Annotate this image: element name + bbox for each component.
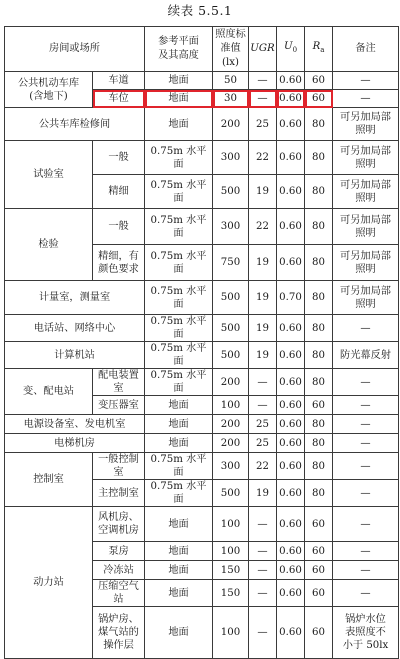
cell-note: 锅炉水位 表照度不 小于 50lx: [333, 607, 399, 659]
cell-u0: 0.60: [277, 396, 305, 415]
cell-ugr: —: [249, 396, 277, 415]
cell-u0: 0.60: [277, 141, 305, 175]
cell-note: —: [333, 415, 399, 434]
cell-u0: 0.60: [277, 209, 305, 245]
cell-lux: 100: [213, 542, 249, 561]
header-ugr: UGR: [249, 27, 277, 72]
cell-note: 可另加局部 照明: [333, 209, 399, 245]
cell-u0: 0.60: [277, 434, 305, 453]
cell-ugr: —: [249, 507, 277, 542]
cell-note: —: [333, 507, 399, 542]
cell-place: 冷冻站: [93, 561, 145, 580]
cell-u0: 0.60: [277, 480, 305, 507]
cell-plane: 0.75m 水平面: [145, 281, 213, 315]
cell-plane: 地面: [145, 108, 213, 141]
table-row: [5, 108, 399, 141]
cell-place: 车道: [93, 72, 145, 90]
group-lab: 试验室: [5, 141, 93, 209]
cell-place: 风机房、 空调机房: [93, 507, 145, 542]
cell-ra: 60: [305, 396, 333, 415]
cell-lux: 200: [213, 369, 249, 396]
cell-u0: 0.60: [277, 315, 305, 342]
cell-lux: 300: [213, 141, 249, 175]
cell-ra: 80: [305, 342, 333, 369]
cell-plane: 地面: [145, 561, 213, 580]
cell-u0: 0.60: [277, 175, 305, 209]
cell-ra: 60: [305, 607, 333, 659]
cell-ra: 80: [305, 434, 333, 453]
cell-plane: 地面: [145, 72, 213, 90]
cell-note: —: [333, 396, 399, 415]
cell-ra: 60: [305, 507, 333, 542]
cell-u0: 0.60: [277, 369, 305, 396]
cell-place: 精细，有 颜色要求: [93, 245, 145, 281]
cell-lux: 500: [213, 281, 249, 315]
cell-note: 可另加局部 照明: [333, 281, 399, 315]
cell-note: 可另加局部 照明: [333, 141, 399, 175]
cell-ra: 80: [305, 453, 333, 480]
cell-note: 可另加局部 照明: [333, 108, 399, 141]
cell-ugr: 25: [249, 434, 277, 453]
cell-plane: 地面: [145, 396, 213, 415]
cell-ra: 80: [305, 281, 333, 315]
header-illuminance: 照度标 准值 (lx): [213, 27, 249, 72]
table-row: [5, 415, 399, 434]
cell-place: 电源设备室、发电机室: [5, 415, 145, 434]
cell-ugr: 19: [249, 480, 277, 507]
cell-u0: 0.60: [277, 561, 305, 580]
cell-note: —: [333, 542, 399, 561]
cell-plane: 地面: [145, 90, 213, 108]
cell-u0: 0.60: [277, 607, 305, 659]
cell-lux: 500: [213, 480, 249, 507]
table-row: [5, 209, 399, 245]
cell-ugr: 22: [249, 141, 277, 175]
cell-u0: 0.60: [277, 580, 305, 607]
cell-ugr: 25: [249, 415, 277, 434]
header-u0: $U_0$: [277, 27, 305, 72]
cell-ra: 80: [305, 369, 333, 396]
cell-u0: 0.60: [277, 342, 305, 369]
table-row: [5, 342, 399, 369]
cell-place: 一般: [93, 141, 145, 175]
group-garage: 公共机动车库 (含地下): [5, 72, 93, 108]
cell-note: —: [333, 453, 399, 480]
cell-lux: 500: [213, 315, 249, 342]
cell-place: 电话站、网络中心: [5, 315, 145, 342]
cell-lux: 300: [213, 453, 249, 480]
header-note: 备注: [333, 27, 399, 72]
cell-place: 泵房: [93, 542, 145, 561]
group-substation: 变、配电站: [5, 369, 93, 415]
cell-note: 可另加局部 照明: [333, 245, 399, 281]
cell-u0: 0.60: [277, 72, 305, 90]
cell-ugr: 19: [249, 281, 277, 315]
table-row: [5, 453, 399, 480]
table-row: [5, 507, 399, 542]
cell-ugr: 19: [249, 245, 277, 281]
cell-place: 压缩空气站: [93, 580, 145, 607]
cell-ra: 60: [305, 72, 333, 90]
cell-lux: 500: [213, 175, 249, 209]
cell-lux: 100: [213, 607, 249, 659]
cell-ra: 60: [305, 542, 333, 561]
table-row: [5, 72, 399, 90]
cell-ugr: —: [249, 72, 277, 90]
cell-lux: 200: [213, 108, 249, 141]
cell-plane: 0.75m 水平面: [145, 453, 213, 480]
cell-ugr: 19: [249, 342, 277, 369]
cell-place: 精细: [93, 175, 145, 209]
cell-u0: 0.60: [277, 245, 305, 281]
illuminance-standard-table: [4, 26, 399, 659]
cell-plane: 0.75m 水平面: [145, 342, 213, 369]
cell-plane: 0.75m 水平面: [145, 209, 213, 245]
cell-plane: 0.75m 水平面: [145, 480, 213, 507]
cell-u0: 0.60: [277, 453, 305, 480]
table-row: [5, 369, 399, 396]
header-place: 房间或场所: [5, 27, 145, 72]
cell-place: 变压器室: [93, 396, 145, 415]
cell-note: —: [333, 90, 399, 108]
cell-lux: 100: [213, 507, 249, 542]
cell-lux: 200: [213, 434, 249, 453]
cell-place: 一般控制室: [93, 453, 145, 480]
cell-plane: 地面: [145, 415, 213, 434]
cell-place: 锅炉房、 煤气站的 操作层: [93, 607, 145, 659]
cell-ugr: —: [249, 607, 277, 659]
cell-ugr: —: [249, 580, 277, 607]
group-inspection: 检验: [5, 209, 93, 281]
header-reference-plane: 参考平面 及其高度: [145, 27, 213, 72]
table-row: [5, 141, 399, 175]
cell-note: —: [333, 561, 399, 580]
table-row: [5, 434, 399, 453]
cell-lux: 150: [213, 580, 249, 607]
cell-place: 计算机站: [5, 342, 145, 369]
header-ra: $R_a$: [305, 27, 333, 72]
cell-plane: 地面: [145, 580, 213, 607]
cell-lux: 100: [213, 396, 249, 415]
cell-plane: 地面: [145, 434, 213, 453]
cell-plane: 0.75m 水平面: [145, 245, 213, 281]
cell-lux: 150: [213, 561, 249, 580]
cell-place: 配电装置室: [93, 369, 145, 396]
cell-plane: 0.75m 水平面: [145, 141, 213, 175]
table-row: [5, 315, 399, 342]
cell-lux: 30: [213, 90, 249, 108]
cell-plane: 0.75m 水平面: [145, 315, 213, 342]
cell-ugr: 19: [249, 175, 277, 209]
cell-u0: 0.60: [277, 108, 305, 141]
cell-plane: 0.75m 水平面: [145, 369, 213, 396]
cell-place: 电梯机房: [5, 434, 145, 453]
cell-ra: 60: [305, 580, 333, 607]
cell-ugr: 22: [249, 453, 277, 480]
cell-ugr: —: [249, 90, 277, 108]
cell-ugr: 22: [249, 209, 277, 245]
cell-ra: 80: [305, 415, 333, 434]
cell-plane: 地面: [145, 507, 213, 542]
cell-place: 公共车库检修间: [5, 108, 145, 141]
cell-lux: 500: [213, 342, 249, 369]
cell-u0: 0.60: [277, 542, 305, 561]
cell-ra: 60: [305, 90, 333, 108]
cell-plane: 地面: [145, 607, 213, 659]
cell-u0: 0.60: [277, 507, 305, 542]
cell-plane: 0.75m 水平面: [145, 175, 213, 209]
cell-place: 计量室，测量室: [5, 281, 145, 315]
cell-ra: 80: [305, 108, 333, 141]
cell-lux: 300: [213, 209, 249, 245]
cell-ugr: —: [249, 369, 277, 396]
table-row: [5, 281, 399, 315]
cell-ugr: —: [249, 542, 277, 561]
header-row: [5, 27, 399, 72]
cell-ra: 80: [305, 480, 333, 507]
cell-lux: 750: [213, 245, 249, 281]
cell-ra: 80: [305, 245, 333, 281]
cell-note: 可另加局部 照明: [333, 175, 399, 209]
cell-place: 一般: [93, 209, 145, 245]
cell-ugr: 25: [249, 108, 277, 141]
cell-u0: 0.60: [277, 415, 305, 434]
cell-note: —: [333, 434, 399, 453]
cell-ugr: —: [249, 561, 277, 580]
cell-note: —: [333, 580, 399, 607]
cell-ra: 60: [305, 561, 333, 580]
cell-ra: 80: [305, 175, 333, 209]
cell-u0: 0.70: [277, 281, 305, 315]
cell-note: 防光幕反射: [333, 342, 399, 369]
group-power-station: 动力站: [5, 507, 93, 659]
cell-note: —: [333, 72, 399, 90]
cell-ra: 80: [305, 209, 333, 245]
cell-note: —: [333, 480, 399, 507]
group-control: 控制室: [5, 453, 93, 507]
cell-ra: 80: [305, 315, 333, 342]
table-caption: 续表 5.5.1: [167, 3, 233, 18]
cell-place: 主控制室: [93, 480, 145, 507]
cell-note: —: [333, 315, 399, 342]
cell-u0: 0.60: [277, 90, 305, 108]
cell-ugr: 19: [249, 315, 277, 342]
cell-plane: 地面: [145, 542, 213, 561]
cell-lux: 50: [213, 72, 249, 90]
cell-note: —: [333, 369, 399, 396]
cell-lux: 200: [213, 415, 249, 434]
cell-place: 车位: [93, 90, 145, 108]
cell-ra: 80: [305, 141, 333, 175]
